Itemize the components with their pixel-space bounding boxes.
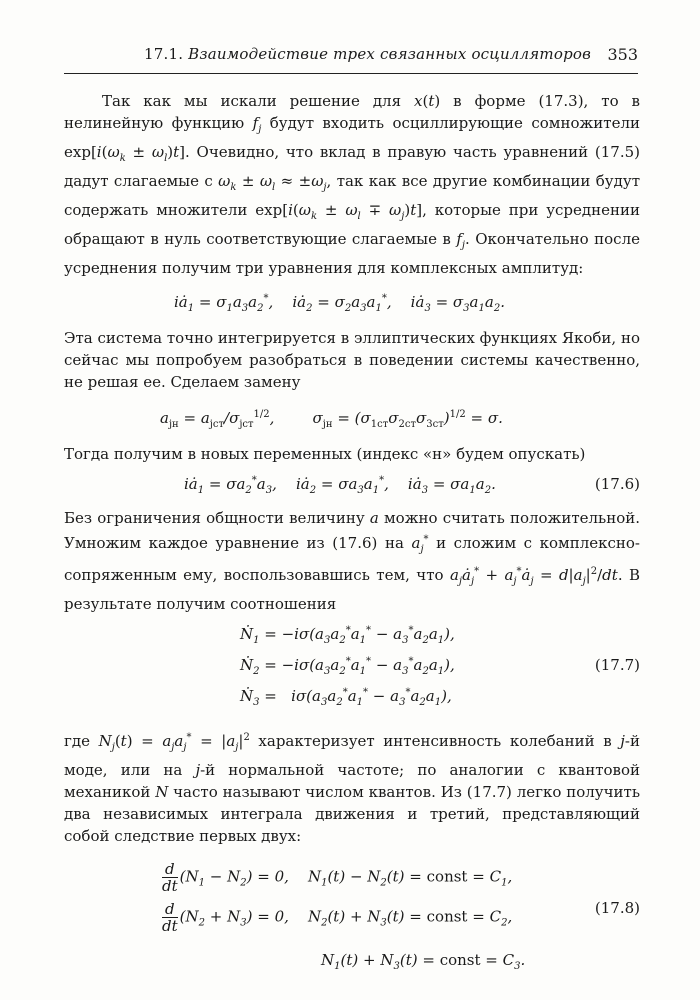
equation-17-7: Ṅ$_1$ = $-i\sigma(a_3a_2^*a_1^* - a_3^*a_2a_1)$, Ṅ$_2$ = $-i\sigma(a_3a_2^*a_1^* - a_3^*a_2a_1)$, Ṅ$_3$ = $i\sigma(a_3a_2^*a_1^* - a_3^*a_2a_1)$, (17.7) <box>240 625 640 708</box>
equation-17-6: $iȧ_1 = \sigma a_2^*a_3$, $iȧ_2 = \sigma a_3a_1^*$, $iȧ_3 = \sigma a_1a_2$. (17.6) <box>184 475 640 496</box>
paragraph-2: Эта система точно интегрируется в эллиптических функциях Якоби, но сейчас мы попробуем разобраться в поведении системы качественно, не решая ее. Сделаем замену <box>64 329 640 391</box>
page-number: 353 <box>607 45 638 64</box>
equation-substitution: $a_{jн} = a_{jст}/\sigma_{jст}^{1/2}$, $\sigma_{jн} = (\sigma_{1ст}\sigma_{2ст}\sigma_{3ст})^{1/2} = \sigma$. <box>160 409 503 430</box>
equation-label-17-6: (17.6) <box>594 475 640 493</box>
equation-label-17-8: (17.8) <box>594 899 640 917</box>
running-header <box>64 45 638 74</box>
chapter-title: Взаимодействие трех связанных осцилляторов <box>188 45 592 63</box>
equation-17-8: $\frac{d}{dt}$ $(N_1 - N_2) = 0$, $N_1(t) - N_2(t)$ = const = $C_1$, $\frac{d}{dt}$ $(N_2 + N_3) = 0$, $N_2(t) + N_3(t)$ = const = $C_2$, $N_1(t) + N_3(t)$ = const = $C_3$. (17.8) <box>162 860 640 972</box>
paragraph-3: Тогда получим в новых переменных (индекс «н» будем опускать) <box>64 445 586 463</box>
section-number: 17.1. <box>144 45 184 63</box>
equation-amplitudes: $iȧ_1 = \sigma_1a_3a_2^*$, $iȧ_2 = \sigma_2a_3a_1^*$, $iȧ_3 = \sigma_3a_1a_2$. <box>174 293 505 314</box>
paragraph-4: Без ограничения общности величину a можно считать положительной. Умножим каждое уравнение из (17.6) на $a_j^*$ и сложим с комплексно-сопряженным ему, воспользовавшись тем, что $a_jȧ_j^*$ + $a_j^*ȧ_j = d|a_j|^2/dt$. В результате получим соотношения <box>64 509 641 613</box>
paragraph-5: где $N_j(t) = a_ja_j^* = |a_j|^2$ характеризует интенсивность колебаний в j-й моде, или на j-й нормальной частоте; по аналогии с квантовой механикой N часто называют числом квантов. Из (17.7) легко получить два независимых интеграла движения и третий, представляющий собой следствие первых двух: <box>64 732 640 845</box>
equation-label-17-7: (17.7) <box>594 656 640 674</box>
header-title <box>144 45 591 63</box>
paragraph-1: Так как мы искали решение для x(t) в форме (17.3), то в нелинейную функцию $f_j$ будут входить осциллирующие сомножители $\exp[i(\omega_k \pm \omega_l)t]$. Очевидно, что вклад в правую часть уравнений (17.5) дадут слагаемые с $\omega_k \pm \omega_l \approx \pm\omega_j$, так как все другие комбинации будут содержать множители $\exp[i(\omega_k \pm \omega_l \mp \omega_j)t]$, которые при усреднении обращают в нуль соответствующие слагаемые в $f_j$. Окончательно после усреднения получим три уравнения для комплексных амплитуд: <box>64 92 641 277</box>
page-body <box>64 90 640 981</box>
